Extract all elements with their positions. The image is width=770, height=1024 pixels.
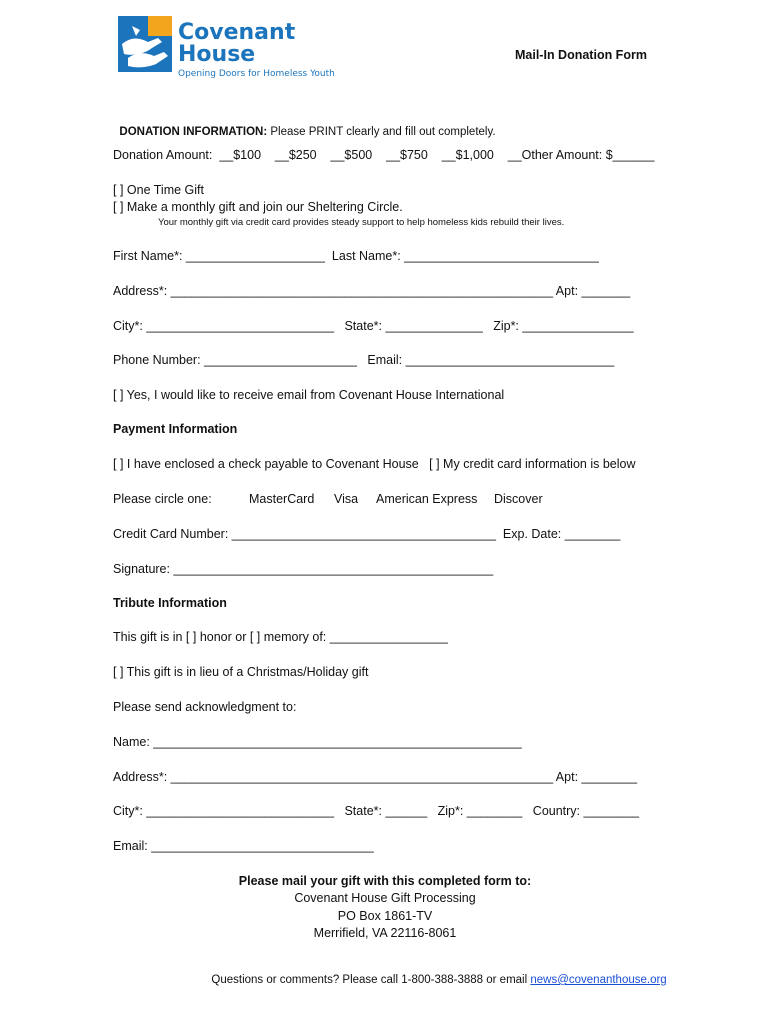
card-option-american-express: American Express — [376, 492, 478, 506]
monthly-gift-note: Your monthly gift via credit card provides steady support to help homeless kids rebuild their lives. — [158, 217, 565, 228]
donation-info-line — [113, 114, 496, 138]
one-time-gift-option: [ ] One Time Gift — [113, 183, 204, 197]
ack-name-line: Name: _____________________________________________________ — [113, 735, 522, 749]
honor-memory-line: This gift is in [ ] honor or [ ] memory of: _________________ — [113, 630, 448, 644]
acknowledgment-label: Please send acknowledgment to: — [113, 700, 297, 714]
city-state-zip-line: City*: ___________________________ State*: ______________ Zip*: ________________ — [113, 319, 634, 333]
payment-method-line: [ ] I have enclosed a check payable to Covenant House [ ] My credit card information is below — [113, 457, 636, 471]
mailing-org: Covenant House Gift Processing — [294, 891, 476, 905]
ack-email-line: Email: ________________________________ — [113, 839, 374, 853]
payment-heading: Payment Information — [113, 422, 238, 436]
email-opt-in-option: [ ] Yes, I would like to receive email from Covenant House International — [113, 388, 505, 402]
address-fields-line: Address*: _______________________________________________________ Apt: _______ — [113, 284, 631, 298]
footer-email-link[interactable]: news@covenanthouse.org — [530, 974, 667, 986]
holiday-gift-option: [ ] This gift is in lieu of a Christmas/Holiday gift — [113, 665, 369, 679]
circle-card-label: Please circle one: — [113, 492, 212, 506]
logo-tagline: Opening Doors for Homeless Youth — [178, 69, 335, 79]
mailing-heading: Please mail your gift with this completed form to: — [238, 874, 532, 888]
monthly-gift-option: [ ] Make a monthly gift and join our Sheltering Circle. — [113, 200, 403, 214]
logo-word-house: House — [178, 42, 256, 67]
footer-contact — [205, 962, 667, 986]
signature-line: Signature: ______________________________________________ — [113, 562, 494, 576]
footer-questions: Questions or comments? Please call 1-800-388-3888 or email — [211, 974, 531, 986]
mailing-po-box: PO Box 1861-TV — [337, 909, 433, 923]
ack-address-line: Address*: _______________________________________________________ Apt: ________ — [113, 770, 638, 784]
card-option-discover: Discover — [494, 492, 543, 506]
hands-logo-icon — [118, 14, 174, 74]
form-title: Mail-In Donation Form — [515, 48, 647, 62]
donation-info-heading: DONATION INFORMATION: — [119, 126, 268, 138]
card-number-line: Credit Card Number: ______________________________________ Exp. Date: ________ — [113, 527, 621, 541]
logo-word-covenant: Covenant — [178, 20, 296, 45]
tribute-heading: Tribute Information — [113, 596, 227, 610]
donation-info-instruction: Please PRINT clearly and fill out completely. — [267, 126, 496, 138]
covenant-house-logo — [118, 14, 335, 84]
card-option-mastercard: MasterCard — [249, 492, 315, 506]
phone-email-line: Phone Number: ______________________ Email: ______________________________ — [113, 353, 615, 367]
donation-amount-line: Donation Amount: __$100 __$250 __$500 __$750 __$1,000 __Other Amount: $______ — [113, 148, 655, 162]
name-fields-line: First Name*: ____________________ Last Name*: ____________________________ — [113, 249, 599, 263]
card-option-visa: Visa — [334, 492, 359, 506]
mailing-city: Merrifield, VA 22116-8061 — [313, 926, 457, 940]
ack-city-state-zip-line: City*: ___________________________ State*: ______ Zip*: ________ Country: ________ — [113, 804, 640, 818]
